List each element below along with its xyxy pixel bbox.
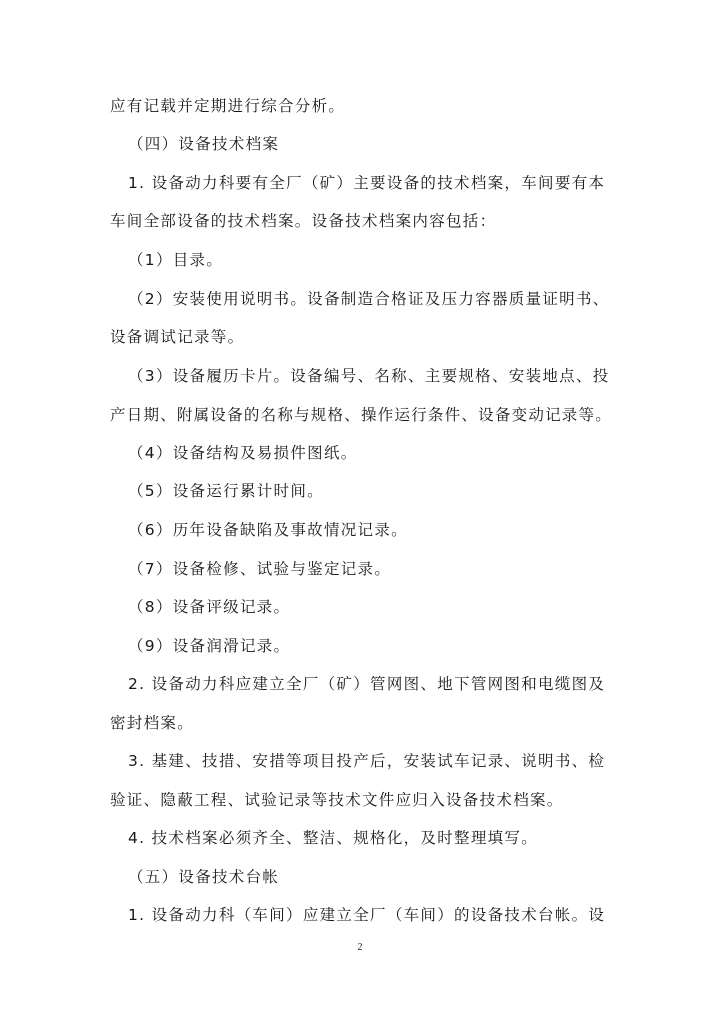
text-line: 设备调试记录等。: [110, 328, 245, 346]
list-item: （9）设备润滑记录。: [128, 637, 291, 655]
text-line: 4. 技术档案必须齐全、整洁、规格化，及时整理填写。: [128, 829, 539, 847]
list-item: （2）安装使用说明书。设备制造合格证及压力容器质量证明书、: [128, 290, 610, 308]
list-item: （7）设备检修、试验与鉴定记录。: [128, 560, 392, 578]
text-line: 1. 设备动力科（车间）应建立全厂（车间）的设备技术台帐。设: [128, 906, 606, 924]
page-number: 2: [357, 942, 363, 953]
list-item: （1）目录。: [128, 251, 224, 269]
text-line: 3. 基建、技措、安措等项目投产后，安装试车记录、说明书、检: [128, 752, 606, 770]
text-line: 车间全部设备的技术档案。设备技术档案内容包括：: [110, 212, 497, 230]
section-heading: （五）设备技术台帐: [128, 868, 280, 886]
list-item: （3）设备履历卡片。设备编号、名称、主要规格、安装地点、投: [128, 367, 610, 385]
list-item: （8）设备评级记录。: [128, 598, 291, 616]
text-line: 产日期、附属设备的名称与规格、操作运行条件、设备变动记录等。: [110, 406, 613, 424]
text-line: 应有记载并定期进行综合分析。: [110, 97, 346, 115]
list-item: （4）设备结构及易损件图纸。: [128, 444, 358, 462]
text-line: 密封档案。: [110, 714, 195, 732]
text-line: 验证、隐蔽工程、试验记录等技术文件应归入设备技术档案。: [110, 791, 564, 809]
section-heading: （四）设备技术档案: [128, 135, 280, 153]
list-item: （6）历年设备缺陷及事故情况记录。: [128, 521, 408, 539]
text-line: 1. 设备动力科要有全厂（矿）主要设备的技术档案，车间要有本: [128, 174, 606, 192]
list-item: （5）设备运行累计时间。: [128, 482, 324, 500]
text-line: 2. 设备动力科应建立全厂（矿）管网图、地下管网图和电缆图及: [128, 675, 606, 693]
